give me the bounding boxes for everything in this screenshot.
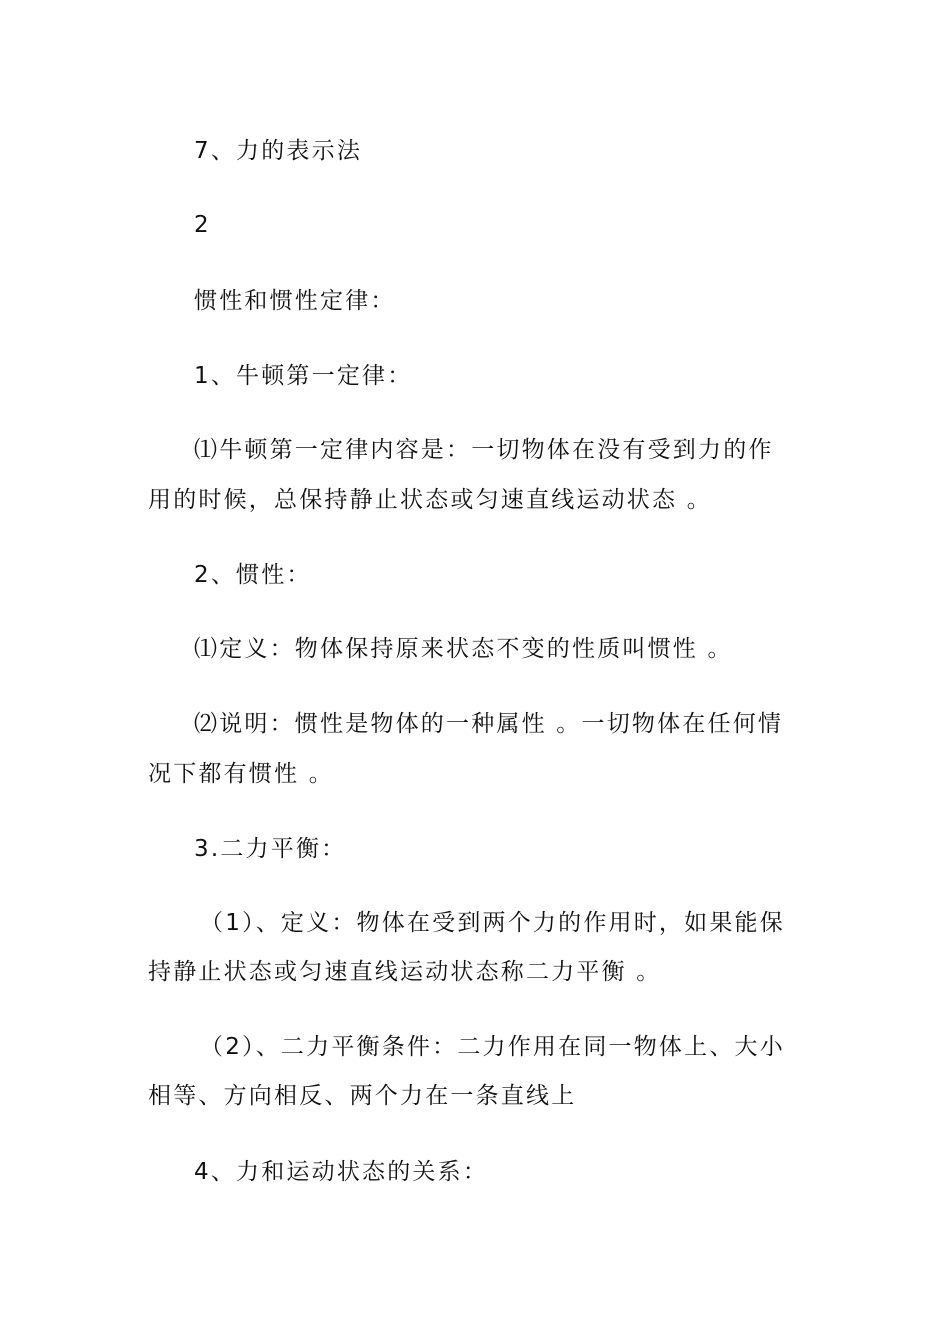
heading-equilibrium: 3.二力平衡： (194, 836, 347, 862)
paragraph-equilibrium-definition-line-2: 持静止状态或匀速直线运动状态称二力平衡 。 (148, 959, 662, 985)
paragraph-equilibrium-definition-line-1: （1）、定义：物体在受到两个力的作用时，如果能保 (200, 910, 785, 936)
paragraph-equilibrium-condition-line-2: 相等、方向相反、两个力在一条直线上 (148, 1083, 577, 1109)
paragraph-newton-law-line-1: ⑴牛顿第一定律内容是：一切物体在没有受到力的作 (194, 437, 774, 463)
heading-force-representation: 7、力的表示法 (194, 138, 363, 164)
paragraph-inertia-definition: ⑴定义：物体保持原来状态不变的性质叫惯性 。 (194, 636, 733, 662)
section-title-inertia: 惯性和惯性定律： (194, 288, 396, 314)
paragraph-equilibrium-condition-line-1: （2）、二力平衡条件：二力作用在同一物体上、大小 (200, 1034, 785, 1060)
paragraph-inertia-explanation-line-1: ⑵说明：惯性是物体的一种属性 。一切物体在任何情 (194, 711, 784, 737)
heading-force-motion-relationship: 4、力和运动状态的关系： (194, 1159, 489, 1185)
section-number: 2 (194, 212, 211, 238)
heading-newton-first-law: 1、牛顿第一定律： (194, 363, 413, 389)
heading-inertia: 2、惯性： (194, 562, 312, 588)
paragraph-newton-law-line-2: 用的时候，总保持静止状态或匀速直线运动状态 。 (148, 487, 712, 513)
paragraph-inertia-explanation-line-2: 况下都有惯性 。 (148, 761, 334, 787)
